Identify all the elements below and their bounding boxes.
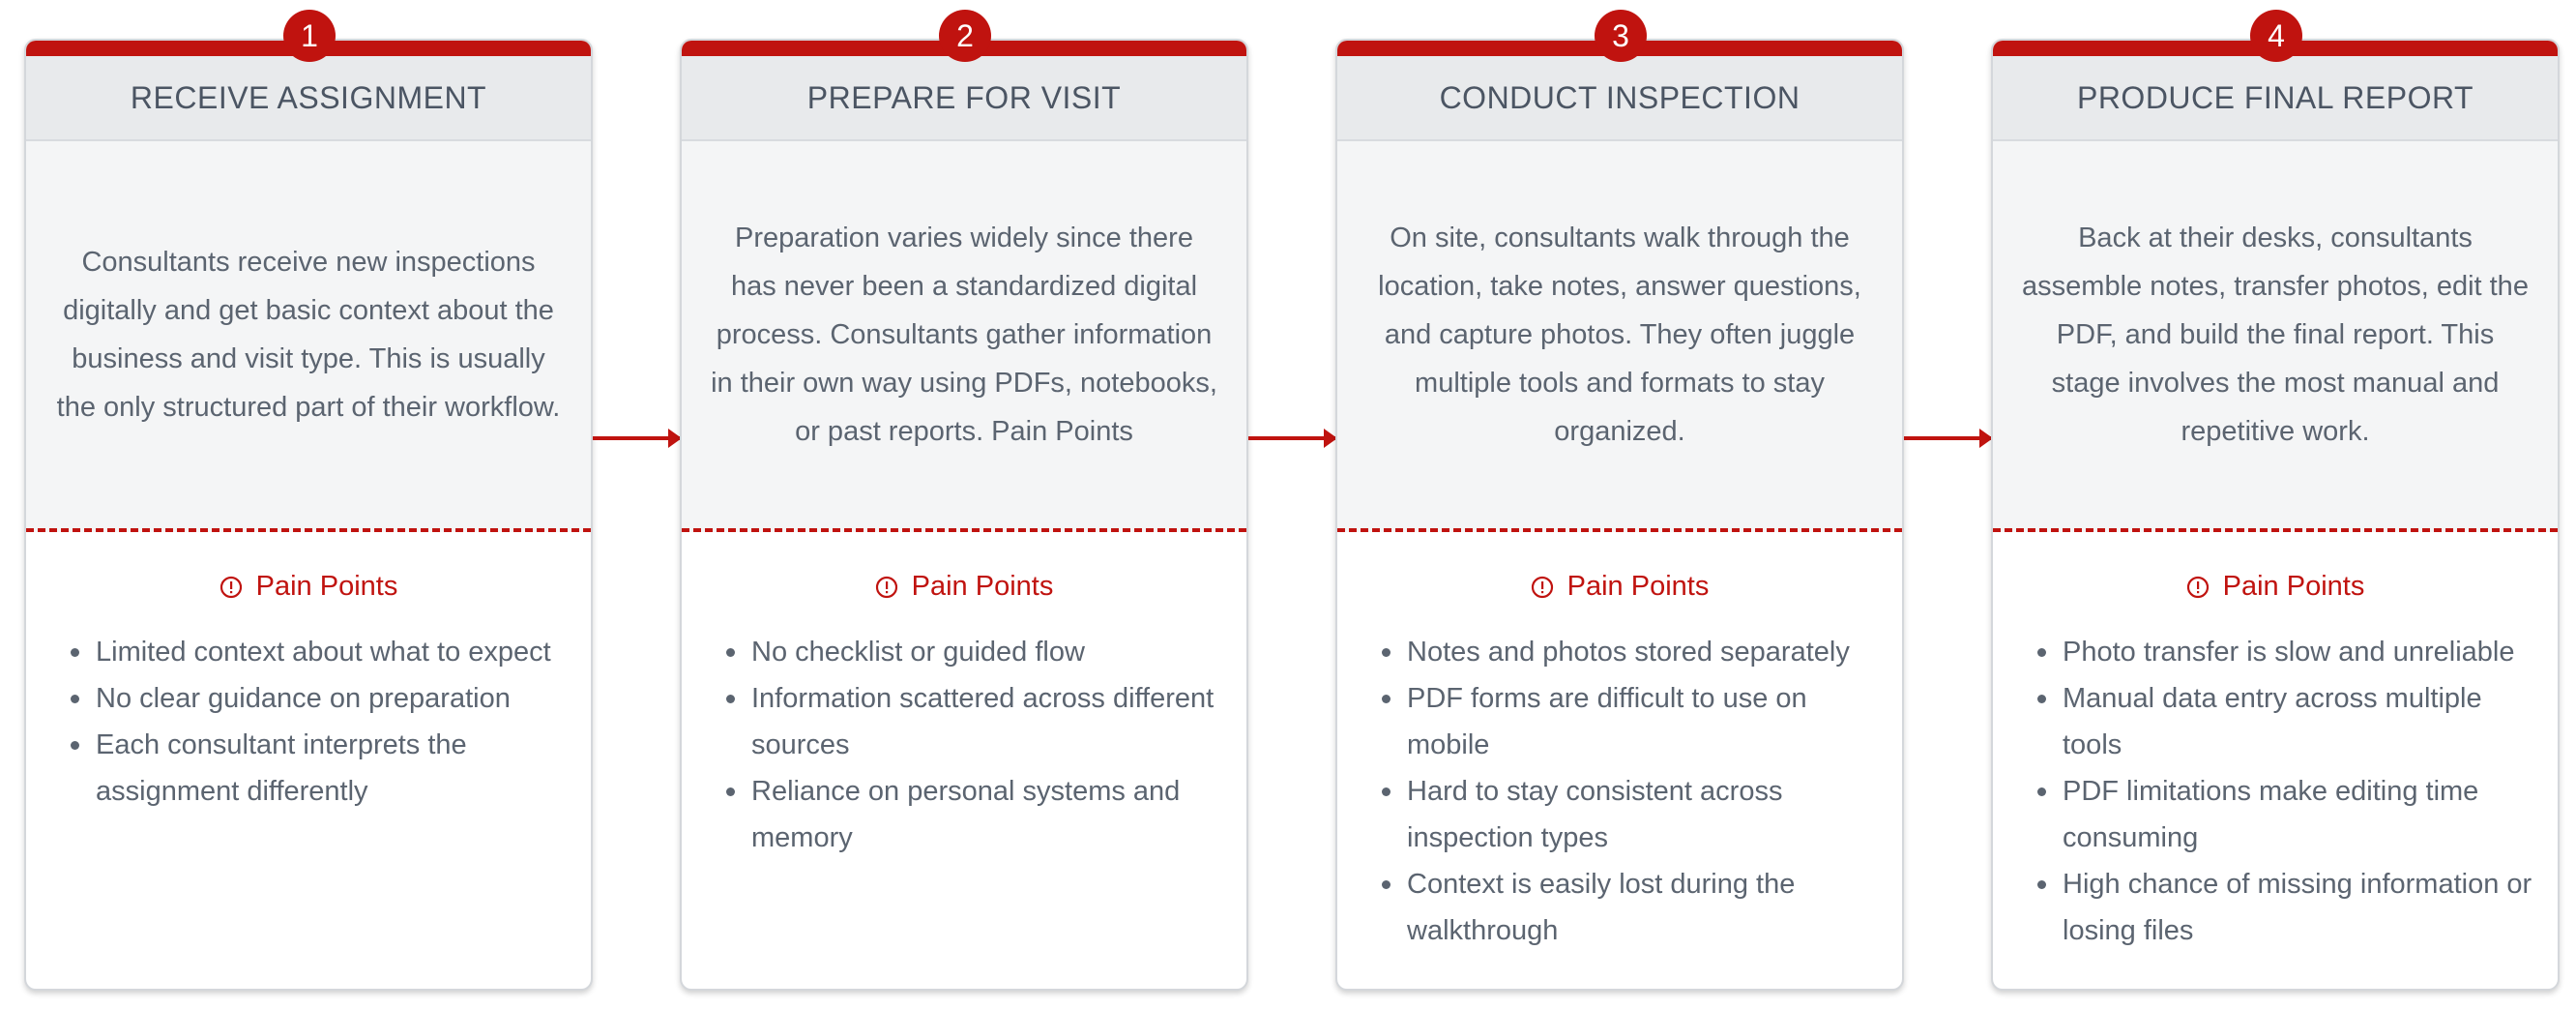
pain-points-label: Pain Points (1566, 571, 1710, 602)
pain-point-item: PDF limitations make editing time consuming (2063, 768, 2538, 861)
alert-circle-icon (2186, 576, 2210, 599)
pain-points-label: Pain Points (2222, 571, 2365, 602)
stage-1-number-badge: 1 (283, 10, 336, 62)
pain-point-item: Information scattered across different sources (751, 675, 1227, 768)
stage-1-header (26, 56, 591, 141)
pain-point-item: Context is easily lost during the walkthrough (1407, 861, 1883, 954)
stage-2-description: Preparation varies widely since there has never been a standardized digital process. Consultants gather information in their own way using PDFs, notebooks, or past reports. Pain Points (711, 223, 1217, 447)
stage-3-pain-section (1337, 532, 1902, 989)
stage-3-number-badge: 3 (1595, 10, 1647, 62)
stage-3-card (1335, 39, 1904, 991)
stage-2-card (680, 39, 1248, 991)
pain-point-item: Photo transfer is slow and unreliable (2063, 629, 2538, 675)
stage-2-number-badge: 2 (939, 10, 991, 62)
stage-4-description: Back at their desks, consultants assemble notes, transfer photos, edit the PDF, and build the final report. This stage involves the most manual and repetitive work. (2022, 223, 2529, 447)
stage-2-pain-section (682, 532, 1246, 989)
stage-4-header (1993, 56, 2558, 141)
stage-2-title: PREPARE FOR VISIT (806, 79, 1122, 115)
pain-point-item: High chance of missing information or losing files (2063, 861, 2538, 954)
stage-4-pain-section (1993, 532, 2558, 989)
stage-3-pain-list (1407, 629, 1883, 954)
stage-4-card (1991, 39, 2560, 991)
stage-4-description-panel (1993, 141, 2558, 532)
arrow-connector-3-4 (1904, 436, 1991, 440)
alert-circle-icon (1531, 576, 1554, 599)
stage-1-pain-heading (26, 571, 591, 603)
pain-points-label: Pain Points (911, 571, 1054, 602)
stage-2-description-panel (682, 141, 1246, 532)
stage-3-pain-heading (1337, 571, 1902, 603)
stage-1-pain-list (96, 629, 571, 815)
stage-2-header (682, 56, 1246, 141)
stage-1-title: RECEIVE ASSIGNMENT (130, 79, 487, 115)
pain-point-item: No clear guidance on preparation (96, 675, 571, 722)
stage-3-title: CONDUCT INSPECTION (1439, 79, 1800, 115)
stage-2-pain-heading (682, 571, 1246, 603)
pain-points-label: Pain Points (255, 571, 398, 602)
stage-1-description: Consultants receive new inspections digitally and get basic context about the business and visit type. This is usually the only structured part of their workflow. (56, 247, 561, 423)
pain-point-item: Limited context about what to expect (96, 629, 571, 675)
stage-2-pain-list (751, 629, 1227, 861)
alert-circle-icon (220, 576, 243, 599)
stage-1-description-panel (26, 141, 591, 532)
stage-3-description: On site, consultants walk through the location, take notes, answer questions, and capture photos. They often juggle multiple tools and formats to stay organized. (1378, 223, 1861, 447)
stage-4-pain-heading (1993, 571, 2558, 603)
stage-3-description-panel (1337, 141, 1902, 532)
stage-3-header (1337, 56, 1902, 141)
stage-4-number-badge: 4 (2250, 10, 2302, 62)
stage-1-card (24, 39, 593, 991)
pain-point-item: No checklist or guided flow (751, 629, 1227, 675)
stage-1-pain-section (26, 532, 591, 989)
stage-4-title: PRODUCE FINAL REPORT (2076, 79, 2474, 115)
arrow-connector-1-2 (593, 436, 680, 440)
stage-4-pain-list (2063, 629, 2538, 954)
pain-point-item: Notes and photos stored separately (1407, 629, 1883, 675)
pain-point-item: Manual data entry across multiple tools (2063, 675, 2538, 768)
pain-point-item: Each consultant interprets the assignment differently (96, 722, 571, 815)
pain-point-item: Reliance on personal systems and memory (751, 768, 1227, 861)
arrow-connector-2-3 (1248, 436, 1335, 440)
alert-circle-icon (875, 576, 898, 599)
pain-point-item: Hard to stay consistent across inspection types (1407, 768, 1883, 861)
pain-point-item: PDF forms are difficult to use on mobile (1407, 675, 1883, 768)
